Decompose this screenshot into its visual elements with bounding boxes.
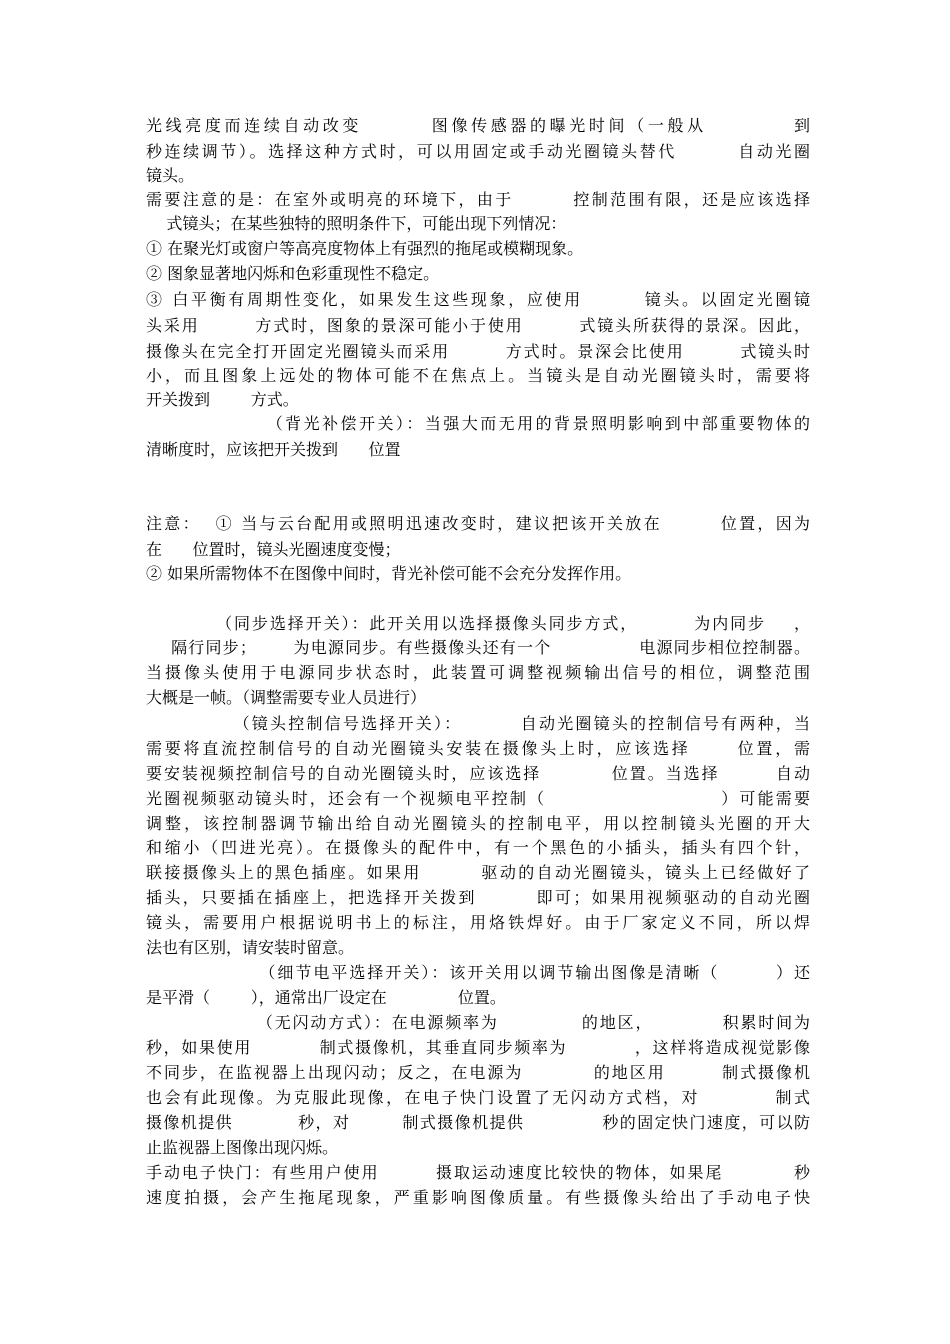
text-line: 光线亮度而连续自动改变 图像传感器的曝光时间（一般从 到 bbox=[146, 116, 810, 135]
text-line: 需要将直流控制信号的自动光圈镜头安装在摄像头上时，应该选择 位置，需 bbox=[146, 739, 810, 758]
text-line: 和缩小（凹进光亮）。在摄像头的配件中，有一个黑色的小插头，插头有四个针， bbox=[146, 838, 810, 857]
text-line: ③ 白平衡有周期性变化，如果发生这些现象，应使用 镜头。以固定光圈镜 bbox=[146, 290, 810, 309]
text-line: 不同步，在监视器上出现闪动；反之，在电源为 的地区用 制式摄像机 bbox=[146, 1063, 810, 1082]
text-line: （镜头控制信号选择开关）： 自动光圈镜头的控制信号有两种，当 bbox=[146, 714, 810, 733]
text-line: 开关拨到 方式。 bbox=[146, 390, 299, 409]
text-line: （无闪动方式）：在电源频率为 的地区， 积累时间为 bbox=[146, 1013, 810, 1032]
text-line: 隔行同步； 为电源同步。有些摄像头还有一个 电源同步相位控制器。 bbox=[146, 638, 810, 657]
text-line: 镜头。 bbox=[146, 166, 195, 185]
text-line: 手动电子快门：有些用户使用 摄取运动速度比较快的物体，如果尾 秒 bbox=[146, 1163, 810, 1182]
text-line: 式镜头；在某些独特的照明条件下，可能出现下列情况： bbox=[146, 214, 567, 233]
text-line: 也会有此现像。为克服此现像，在电子快门设置了无闪动方式档，对 制式 bbox=[146, 1088, 810, 1107]
text-line: 注意： ① 当与云台配用或照明迅速改变时，建议把该开关放在 位置，因为 bbox=[146, 514, 810, 533]
text-line: （背光补偿开关）：当强大而无用的背景照明影响到中部重要物体的 bbox=[146, 414, 810, 433]
text-line: （细节电平选择开关）：该开关用以调节输出图像是清晰（ ）还 bbox=[146, 963, 810, 982]
text-line: 摄像头在完全打开固定光圈镜头而采用 方式时。景深会比使用 式镜头时 bbox=[146, 342, 810, 361]
text-line: 需要注意的是：在室外或明亮的环境下，由于 控制范围有限，还是应该选择 bbox=[146, 190, 810, 209]
text-line: （同步选择开关）：此开关用以选择摄像头同步方式， 为内同步 ， bbox=[146, 614, 810, 633]
text-line: 速度拍摄，会产生拖尾现象，严重影响图像质量。有些摄像头给出了手动电子快 bbox=[146, 1188, 810, 1207]
text-line: 小，而且图象上远处的物体可能不在焦点上。当镜头是自动光圈镜头时，需要将 bbox=[146, 366, 810, 385]
text-line: 摄像机提供 秒，对 制式摄像机提供 秒的固定快门速度，可以防 bbox=[146, 1113, 810, 1132]
text-line: ① 在聚光灯或窗户等高亮度物体上有强烈的拖尾或模糊现象。 bbox=[146, 239, 584, 258]
text-line: 秒连续调节）。选择这种方式时，可以用固定或手动光圈镜头替代 自动光圈 bbox=[146, 142, 810, 161]
text-line: 联接摄像头上的黑色插座。如果用 驱动的自动光圈镜头，镜头上已经做好了 bbox=[146, 863, 810, 882]
text-line: 镜头，需要用户根据说明书上的标注，用烙铁焊好。由于厂家定义不同，所以焊 bbox=[146, 913, 810, 932]
text-line: 调整，该控制器调节输出给自动光圈镜头的控制电平，用以控制镜头光圈的开大 bbox=[146, 814, 810, 833]
text-line: 清晰度时，应该把开关拨到 位置 bbox=[146, 440, 401, 459]
text-line: 秒，如果使用 制式摄像机，其垂直同步频率为 ，这样将造成视觉影像 bbox=[146, 1038, 810, 1057]
text-line: 是平滑（ ），通常出厂设定在 位置。 bbox=[146, 988, 506, 1007]
text-line: 法也有区别，请安装时留意。 bbox=[146, 938, 355, 957]
text-line: 要安装视频控制信号的自动光圈镜头时，应该选择 位置。当选择 自动 bbox=[146, 764, 810, 783]
text-line: 插头，只要插在插座上，把选择开关拨到 即可；如果用视频驱动的自动光圈 bbox=[146, 888, 810, 907]
text-line: 在 位置时，镜头光圈速度变慢； bbox=[146, 540, 401, 559]
text-line: 光圈视频驱动镜头时，还会有一个视频电平控制（ ）可能需要 bbox=[146, 789, 810, 808]
text-line: ② 如果所需物体不在图像中间时，背光补偿可能不会充分发挥作用。 bbox=[146, 564, 632, 583]
text-line: 大概是一帧。（调整需要专业人员进行） bbox=[146, 688, 427, 707]
text-line: 当摄像头使用于电源同步状态时，此装置可调整视频输出信号的相位，调整范围 bbox=[146, 663, 810, 682]
text-line: 头采用 方式时，图象的景深可能小于使用 式镜头所获得的景深。因此， bbox=[146, 316, 810, 335]
text-line: ② 图象显著地闪烁和色彩重现性不稳定。 bbox=[146, 264, 440, 283]
text-line: 止监视器上图像出现闪烁。 bbox=[146, 1138, 339, 1157]
